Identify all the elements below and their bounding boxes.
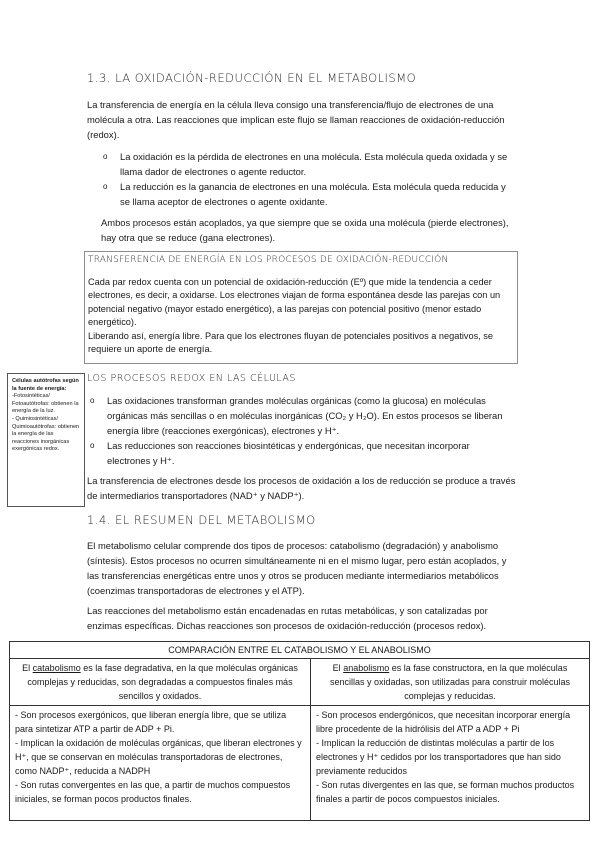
circle-bullet-icon: o	[103, 152, 108, 161]
side-note-photosynthetic: -Fotosintéticas/ Fotoautótrofas: obtienen la energía de la luz.	[12, 393, 79, 415]
energy-box-title: TRANSFERENCIA DE ENERGÍA EN LOS PROCESOS DE OXIDACIÓN-REDUCCIÓN	[88, 255, 449, 265]
table-header: COMPARACIÓN ENTRE EL CATABOLISMO Y EL ANABOLISMO	[10, 642, 590, 659]
circle-bullet-icon: o	[103, 182, 108, 191]
catabolism-definition: El catabolismo es la fase degradativa, en la que moléculas orgánicas complejas y reducidas, son degradadas a compuestos finales más sencillos y oxidados.	[10, 659, 311, 706]
table-row	[10, 659, 590, 706]
oxidation-reduction-list	[103, 149, 515, 209]
list-item: o La oxidación es la pérdida de electrones en una molécula. Esta molécula queda oxidada y se llama dador de electrones o agente reductor.	[103, 151, 508, 177]
intro-paragraph: La transferencia de energía en la célula lleva consigo una transferencia/flujo de electrones de una molécula a otra. Las reacciones que implican este flujo se llaman reacciones de oxidación-reducción (redox).	[87, 99, 505, 140]
side-note-chemosynthetic: - Quimiosintéticas/ Quimioautótrofas: obtienen la energía de las reacciones inorgánicas exergónicas redox.	[12, 415, 80, 453]
circle-bullet-icon: o	[90, 441, 95, 450]
section-title-1-3: 1.3. LA OXIDACIÓN-REDUCCIÓN EN EL METABOLISMO	[87, 71, 417, 85]
anabolism-definition: El anabolismo es la fase constructora, en la que moléculas sencillas y oxidadas, son utilizadas para construir moléculas complejas y reducidas.	[311, 659, 590, 706]
electron-transfer-text: La transferencia de electrones desde los procesos de oxidación a los de reducción se produce a través de intermediarios transportadores (NAD⁺ y NADP⁺).	[87, 475, 516, 501]
redox-cells-list	[90, 393, 515, 468]
metabolism-summary-paragraph: El metabolismo celular comprende dos tipos de procesos: catabolismo (degradación) y anabolismo (síntesis). Estos procesos no ocurren simultáneamente ni en el mismo lugar, pero están acoplados, y las transferencias energéticas entre unos y otros se producen mediante intermediarios metabólicos (coenzimas transportadoras de electrones y el ATP).	[87, 540, 507, 596]
energy-box-text: Cada par redox cuenta con un potencial de oxidación-reducción (Eº) que mide la tendencia a ceder electrones, es decir, a oxidarse. Los electrones viajan de forma espontánea desde las parejas con un potencial negativo (mayor estado energético), a las parejas con potencial positivo (menor estado energético). Liberando así, energía libre. Para que los electrones fluyan de potenciales positivos a negativos, se requiere un aporte de energía.	[88, 277, 501, 355]
circle-bullet-icon: o	[90, 396, 95, 405]
comparison-table	[9, 641, 590, 821]
anabolism-features: - Son procesos endergónicos, que necesitan incorporar energía libre procedente de la hidrólisis del ATP a ADP + Pi - Implican la reducción de distintas moléculas a partir de los electrones y H⁺ cedidos por los transportadores que han sido previamente reducidos - Son rutas divergentes en las que, se forman muchos productos finales a partir de pocos compuestos iniciales.	[311, 706, 590, 821]
table-row	[10, 642, 590, 659]
side-note-title: Células autótrofas según la fuente de energía:	[12, 378, 79, 392]
list-item: o La reducción es la ganancia de electrones en una molécula. Esta molécula queda reducida y se llama aceptor de electrones o agente oxidante.	[103, 181, 506, 207]
redox-cells-title: LOS PROCESOS REDOX EN LAS CÉLULAS	[87, 373, 296, 384]
list-item: o Las reducciones son reacciones biosintéticas y endergónicas, que necesitan incorporar electrones y H⁺.	[90, 440, 470, 466]
coupled-processes-text: Ambos procesos están acoplados, ya que siempre que se oxida una molécula (pierde electrones), hay otra que se reduce (gana electrones).	[101, 217, 509, 243]
energy-transfer-box	[84, 251, 518, 364]
table-row	[10, 706, 590, 821]
side-note-box	[7, 373, 85, 507]
catabolism-features: - Son procesos exergónicos, que liberan energía libre, que se utiliza para sintetizar ATP a partir de ADP + Pi. - Implican la oxidación de moléculas orgánicas, que liberan electrones y H⁺, que se conservan en moléculas transportadoras de electrones, como NADP⁺, reducida a NADPH - Son rutas convergentes en las que, a partir de muchos compuestos iniciales, se forman pocos productos finales.	[10, 706, 311, 821]
metabolic-pathways-paragraph: Las reacciones del metabolismo están encadenadas en rutas metabólicas, y son catalizadas por enzimas específicas. Dichas reacciones son procesos de oxidación-reducción (procesos redox).	[87, 605, 488, 631]
section-title-1-4: 1.4. EL RESUMEN DEL METABOLISMO	[87, 513, 316, 527]
list-item: o Las oxidaciones transforman grandes moléculas orgánicas (como la glucosa) en moléculas orgánicas más sencillas o en moléculas inorgánicas (CO₂ y H₂O). En estos procesos se liberan energía libre (reacciones exergónicas), electrones y H⁺.	[90, 395, 503, 436]
